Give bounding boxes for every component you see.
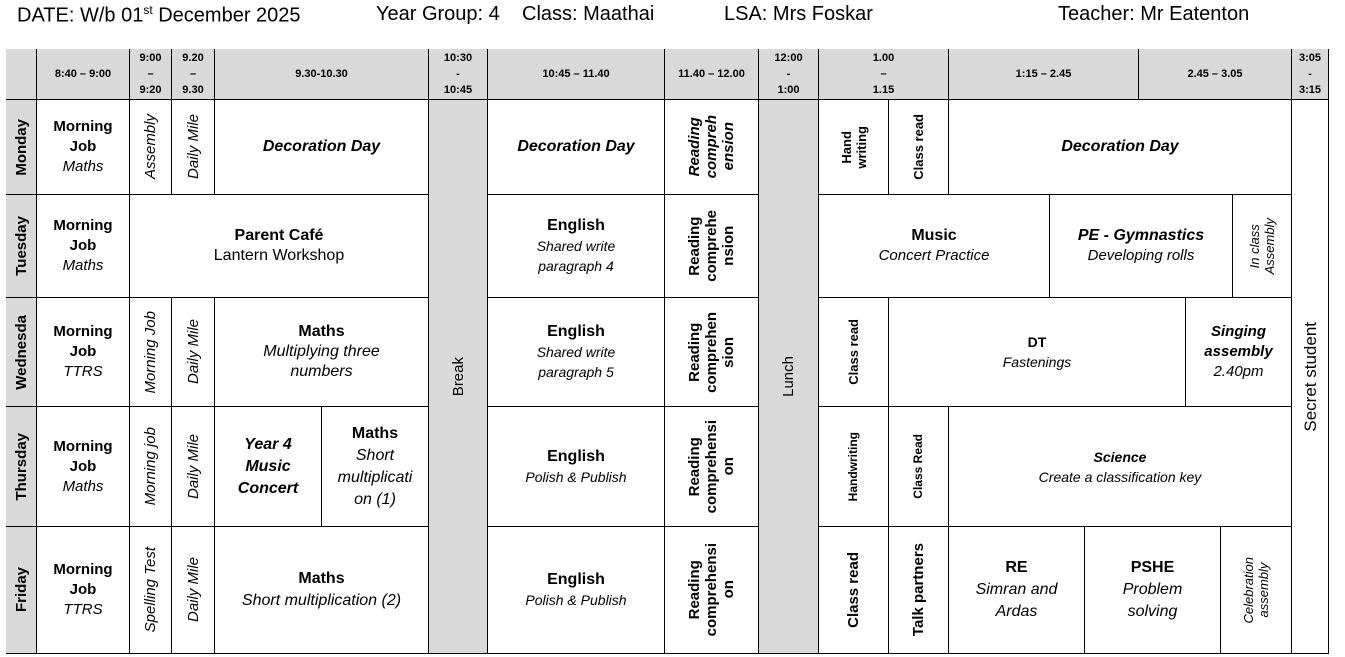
- time-header-8: 12:00 - 1:00: [759, 49, 819, 100]
- time-header-4: 9.30-10.30: [215, 49, 429, 100]
- thursday-english: English Polish & Publish: [488, 407, 665, 527]
- thursday-music-concert: Year 4 Music Concert: [215, 407, 322, 527]
- class-label: Class: Maathai: [522, 3, 655, 25]
- monday-decoration-day-pm: Decoration Day: [949, 100, 1292, 195]
- time-header-11: 2.45 – 3.05: [1139, 49, 1292, 100]
- thursday-daily-mile: Daily Mile: [172, 407, 215, 527]
- monday-morning-job: Morning Job Maths: [37, 100, 130, 195]
- friday-english: English Polish & Publish: [488, 527, 665, 654]
- wednesday-morning-job-vertical: Morning Job: [130, 298, 172, 407]
- thursday-morning-job: Morning Job Maths: [37, 407, 130, 527]
- day-label-friday: Friday: [6, 527, 37, 654]
- time-header-3: 9.20 – 9.30: [172, 49, 215, 100]
- monday-daily-mile: Daily Mile: [172, 100, 215, 195]
- thursday-maths: Maths Short multiplicati on (1): [322, 407, 429, 527]
- wednesday-maths: Maths Multiplying three numbers: [215, 298, 429, 407]
- wednesday-morning-job: Morning Job TTRS: [37, 298, 130, 407]
- day-label-thursday: Thursday: [6, 407, 37, 527]
- tuesday-pe-gymnastics: PE - Gymnastics Developing rolls: [1050, 195, 1233, 298]
- time-header-12: 3:05 - 3:15: [1292, 49, 1329, 100]
- time-header-1: 8:40 – 9:00: [37, 49, 130, 100]
- friday-spelling-test: Spelling Test: [130, 527, 172, 654]
- time-header-9: 1.00 – 1.15: [819, 49, 949, 100]
- lunch-column: Lunch: [759, 100, 819, 654]
- tuesday-music: Music Concert Practice: [819, 195, 1050, 298]
- secret-student-column: Secret student: [1292, 100, 1329, 654]
- monday-decoration-day-am: Decoration Day: [215, 100, 429, 195]
- time-header-6: 10:45 – 11.40: [488, 49, 665, 100]
- friday-daily-mile: Daily Mile: [172, 527, 215, 654]
- tuesday-morning-job: Morning Job Maths: [37, 195, 130, 298]
- tuesday-english: English Shared write paragraph 4: [488, 195, 665, 298]
- day-label-wednesday: Wednesda: [6, 298, 37, 407]
- tuesday-in-class-assembly: In class Assembly: [1233, 195, 1292, 298]
- year-group-label: Year Group: 4: [376, 3, 500, 25]
- friday-class-read: Class read: [819, 527, 889, 654]
- monday-assembly: Assembly: [130, 100, 172, 195]
- time-header-7: 11.40 – 12.00: [665, 49, 759, 100]
- date-label: DATE: W/b 01st December 2025: [17, 3, 301, 27]
- monday-class-read: Class read: [889, 100, 949, 195]
- friday-pshe: PSHE Problem solving: [1085, 527, 1221, 654]
- time-header-10: 1:15 – 2.45: [949, 49, 1139, 100]
- day-label-tuesday: Tuesday: [6, 195, 37, 298]
- wednesday-daily-mile: Daily Mile: [172, 298, 215, 407]
- wednesday-dt: DT Fastenings: [889, 298, 1186, 407]
- break-column: Break: [429, 100, 488, 654]
- thursday-reading-comprehension: Reading comprehensi on: [665, 407, 759, 527]
- header-corner: [6, 49, 37, 100]
- time-header-2: 9:00 – 9:20: [130, 49, 172, 100]
- teacher-label: Teacher: Mr Eatenton: [1058, 3, 1250, 25]
- wednesday-reading-comprehension: Reading comprehen sion: [665, 298, 759, 407]
- monday-handwriting: Hand writing: [819, 100, 889, 195]
- friday-maths: Maths Short multiplication (2): [215, 527, 429, 654]
- day-label-monday: Monday: [6, 100, 37, 195]
- friday-talk-partners: Talk partners: [889, 527, 949, 654]
- monday-decoration-day-mid: Decoration Day: [488, 100, 665, 195]
- thursday-morning-job-vertical: Morning job: [130, 407, 172, 527]
- wednesday-singing-assembly: Singing assembly 2.40pm: [1186, 298, 1292, 407]
- monday-reading-comprehension: Reading compreh ension: [665, 100, 759, 195]
- thursday-class-read: Class Read: [889, 407, 949, 527]
- friday-celebration-assembly: Celebration assembly: [1221, 527, 1292, 654]
- thursday-science: Science Create a classification key: [949, 407, 1292, 527]
- tuesday-reading-comprehension: Reading comprehe nsion: [665, 195, 759, 298]
- thursday-handwriting: Handwriting: [819, 407, 889, 527]
- tuesday-parent-cafe: Parent Café Lantern Workshop: [130, 195, 429, 298]
- time-header-5: 10:30 - 10:45: [429, 49, 488, 100]
- friday-reading-comprehension: Reading comprehensi on: [665, 527, 759, 654]
- friday-re: RE Simran and Ardas: [949, 527, 1085, 654]
- lsa-label: LSA: Mrs Foskar: [724, 3, 873, 25]
- friday-morning-job: Morning Job TTRS: [37, 527, 130, 654]
- wednesday-class-read: Class read: [819, 298, 889, 407]
- wednesday-english: English Shared write paragraph 5: [488, 298, 665, 407]
